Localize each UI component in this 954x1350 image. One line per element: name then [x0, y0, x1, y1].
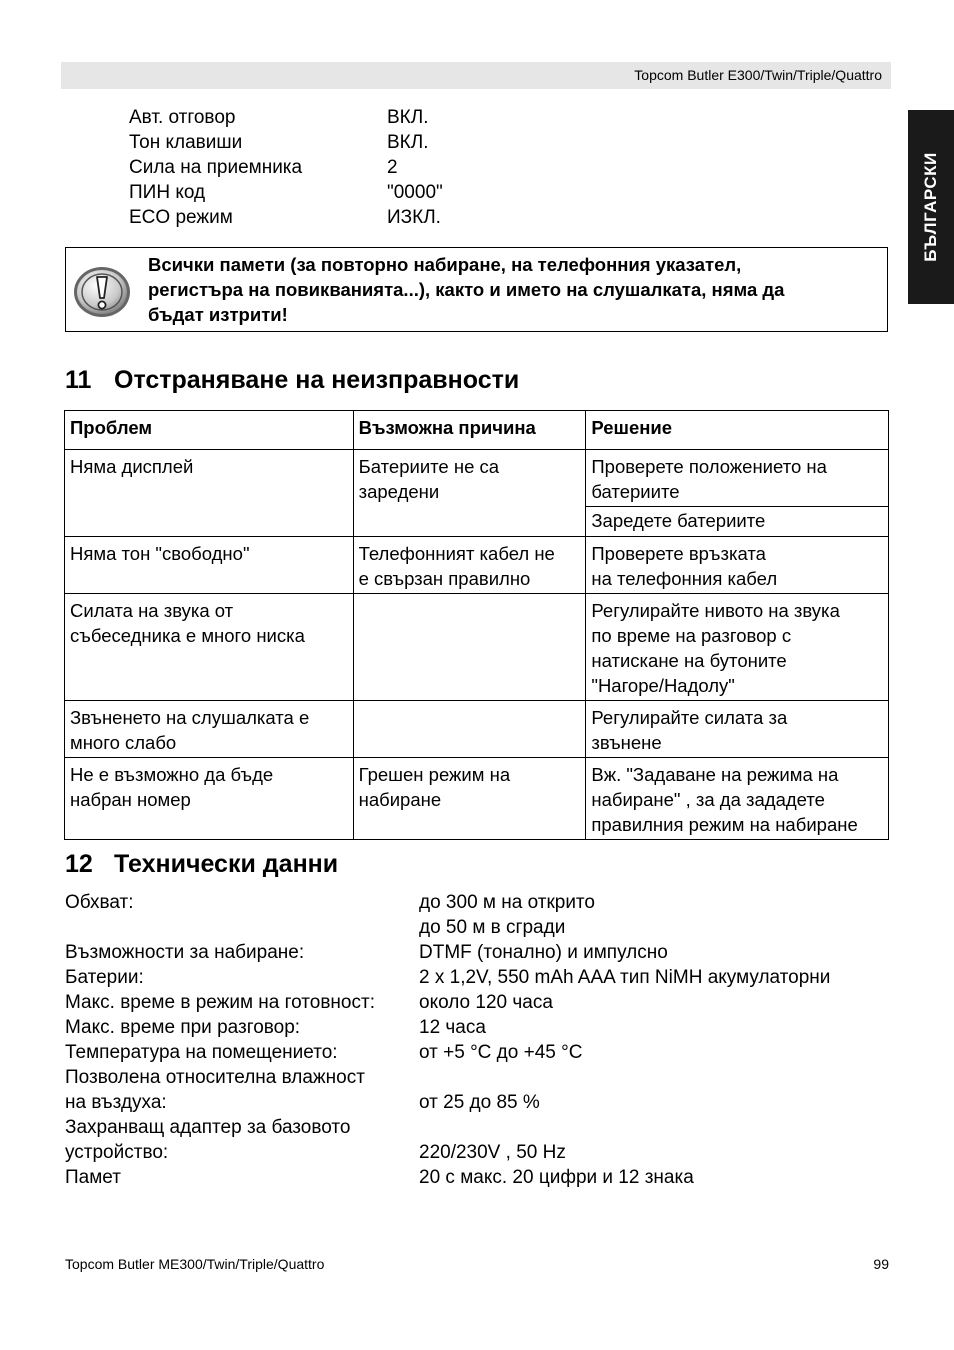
cell-line: заредени: [358, 481, 440, 502]
section-number: 11: [65, 366, 92, 394]
solution-cell: [586, 758, 889, 840]
spec-row: [65, 1115, 830, 1165]
language-tab: [908, 110, 954, 304]
spec-name: Макс. време в режим на готовност:: [65, 992, 375, 1013]
cell-line: много слабо: [70, 732, 177, 753]
spec-value: 20 с макс. 20 цифри и 12 знака: [419, 1167, 694, 1188]
problem-cell: [65, 450, 354, 537]
list-item: [129, 130, 443, 155]
spec-value: DTMF (тонално) и импулсно: [419, 942, 668, 963]
setting-name: ПИН код: [129, 182, 206, 203]
footer-title: Topcom Butler ME300/Twin/Triple/Quattro: [65, 1256, 325, 1272]
table-row: [65, 594, 889, 701]
cell-line: набиране: [358, 789, 442, 810]
setting-name: Сила на приемника: [129, 157, 303, 178]
warning-line: регистъра на повикванията...), както и името на слушалката, няма да: [148, 279, 785, 300]
cell-line: Вж. "Задаване на режима на: [591, 764, 839, 785]
warning-box: [65, 247, 888, 332]
problem-cell: [65, 701, 354, 758]
spec-value: 2 x 1,2V, 550 mAh AAA тип NiMH акумулаторни: [419, 967, 831, 988]
page-number: 99: [873, 1256, 889, 1272]
table-row: [65, 758, 889, 840]
list-item: [129, 155, 443, 180]
cell-line: Проверете положението на: [591, 456, 827, 477]
cell-line: Заредете батериите: [591, 510, 766, 531]
spec-name: Захранващ адаптер за базовото устройство:: [65, 1117, 351, 1163]
cell-line: набран номер: [70, 789, 191, 810]
cause-cell: [353, 758, 586, 840]
spec-name: Памет: [65, 1167, 121, 1188]
cell-line: Силата на звука от: [70, 600, 234, 621]
cell-line: звънене: [591, 732, 662, 753]
cell-line: натискане на бутоните: [591, 650, 787, 671]
column-header: Възможна причина: [353, 411, 586, 450]
exclamation-icon: [72, 265, 132, 319]
cause-cell: [353, 701, 586, 758]
language-tab-label: БЪЛГАРСКИ: [921, 152, 940, 262]
cell-line: Регулирайте нивото на звука: [591, 600, 840, 621]
setting-name: ECO режим: [129, 207, 233, 228]
solution-cell: [586, 537, 889, 594]
solution-cell: [586, 450, 889, 507]
spec-value: 12 часа: [419, 1017, 486, 1038]
cell-line: Няма дисплей: [70, 456, 194, 477]
spec-value: от +5 °C до +45 °C: [419, 1042, 583, 1063]
section-title: Отстраняване на неизправности: [114, 366, 520, 394]
cell-line: събеседника е много ниска: [70, 625, 305, 646]
setting-value: ИЗКЛ.: [387, 207, 441, 228]
setting-value: ВКЛ.: [387, 132, 429, 153]
cell-line: правилния режим на набиране: [591, 814, 858, 835]
spec-name: Температура на помещението:: [65, 1042, 338, 1063]
warning-line: Всички памети (за повторно набиране, на телефонния указател,: [148, 254, 742, 275]
section-12-heading: [65, 850, 338, 879]
table-row: [65, 450, 889, 507]
spec-value: до 300 м на открито до 50 м в сгради: [419, 892, 595, 938]
list-item: [129, 205, 443, 230]
spec-row: [65, 940, 830, 965]
setting-value: ВКЛ.: [387, 107, 429, 128]
technical-specs: [65, 890, 830, 1190]
solution-cell: [586, 507, 889, 537]
spec-name: Възможности за набиране:: [65, 942, 305, 963]
cell-line: батериите: [591, 481, 680, 502]
warning-line: бъдат изтрити!: [148, 304, 288, 325]
spec-name: Батерии:: [65, 967, 144, 988]
spec-row: [65, 1065, 830, 1115]
spec-row: [65, 1040, 830, 1065]
cell-line: Звъненето на слушалката е: [70, 707, 310, 728]
table-row: [65, 701, 889, 758]
spec-row: [65, 1165, 830, 1190]
cell-line: на телефонния кабел: [591, 568, 778, 589]
cell-line: е свързан правилно: [358, 568, 531, 589]
troubleshooting-table: [64, 410, 889, 840]
spec-row: [65, 965, 830, 990]
cell-line: набиране" , за да зададете: [591, 789, 825, 810]
cell-line: Телефонният кабел не: [358, 543, 555, 564]
column-header: Решение: [586, 411, 889, 450]
cell-line: Няма тон "свободно": [70, 543, 250, 564]
setting-name: Авт. отговор: [129, 107, 236, 128]
problem-cell: [65, 537, 354, 594]
list-item: [129, 180, 443, 205]
problem-cell: [65, 594, 354, 701]
setting-name: Тон клавиши: [129, 132, 243, 153]
spec-value: около 120 часа: [419, 992, 553, 1013]
spec-value: от 25 до 85 %: [419, 1092, 540, 1113]
spec-name: Позволена относителна влажност на въздуха:: [65, 1067, 365, 1113]
spec-row: [65, 890, 830, 940]
solution-cell: [586, 594, 889, 701]
spec-name: Обхват:: [65, 892, 134, 913]
setting-value: "0000": [387, 182, 443, 203]
cell-line: "Нагоре/Надолу": [591, 675, 735, 696]
default-settings-list: [129, 105, 443, 230]
cause-cell: [353, 594, 586, 701]
cell-line: Батериите не са: [358, 456, 500, 477]
section-number: 12: [65, 850, 93, 878]
spec-row: [65, 990, 830, 1015]
spec-value: 220/230V , 50 Hz: [419, 1142, 566, 1163]
cell-line: Грешен режим на: [358, 764, 511, 785]
solution-cell: [586, 701, 889, 758]
table-header-row: [65, 411, 889, 450]
problem-cell: [65, 758, 354, 840]
setting-value: 2: [387, 157, 398, 178]
header-title: Topcom Butler E300/Twin/Triple/Quattro: [634, 67, 882, 83]
cell-line: Проверете връзката: [591, 543, 766, 564]
section-title: Технически данни: [114, 850, 339, 878]
table-row: [65, 537, 889, 594]
cause-cell: [353, 450, 586, 537]
spec-row: [65, 1015, 830, 1040]
section-11-heading: [65, 366, 519, 395]
header-bar: [61, 62, 891, 89]
cell-line: по време на разговор с: [591, 625, 792, 646]
cell-line: Не е възможно да бъде: [70, 764, 274, 785]
spec-name: Макс. време при разговор:: [65, 1017, 301, 1038]
list-item: [129, 105, 443, 130]
cell-line: Регулирайте силата за: [591, 707, 788, 728]
column-header: Проблем: [65, 411, 354, 450]
warning-text: [148, 252, 877, 327]
cause-cell: [353, 537, 586, 594]
